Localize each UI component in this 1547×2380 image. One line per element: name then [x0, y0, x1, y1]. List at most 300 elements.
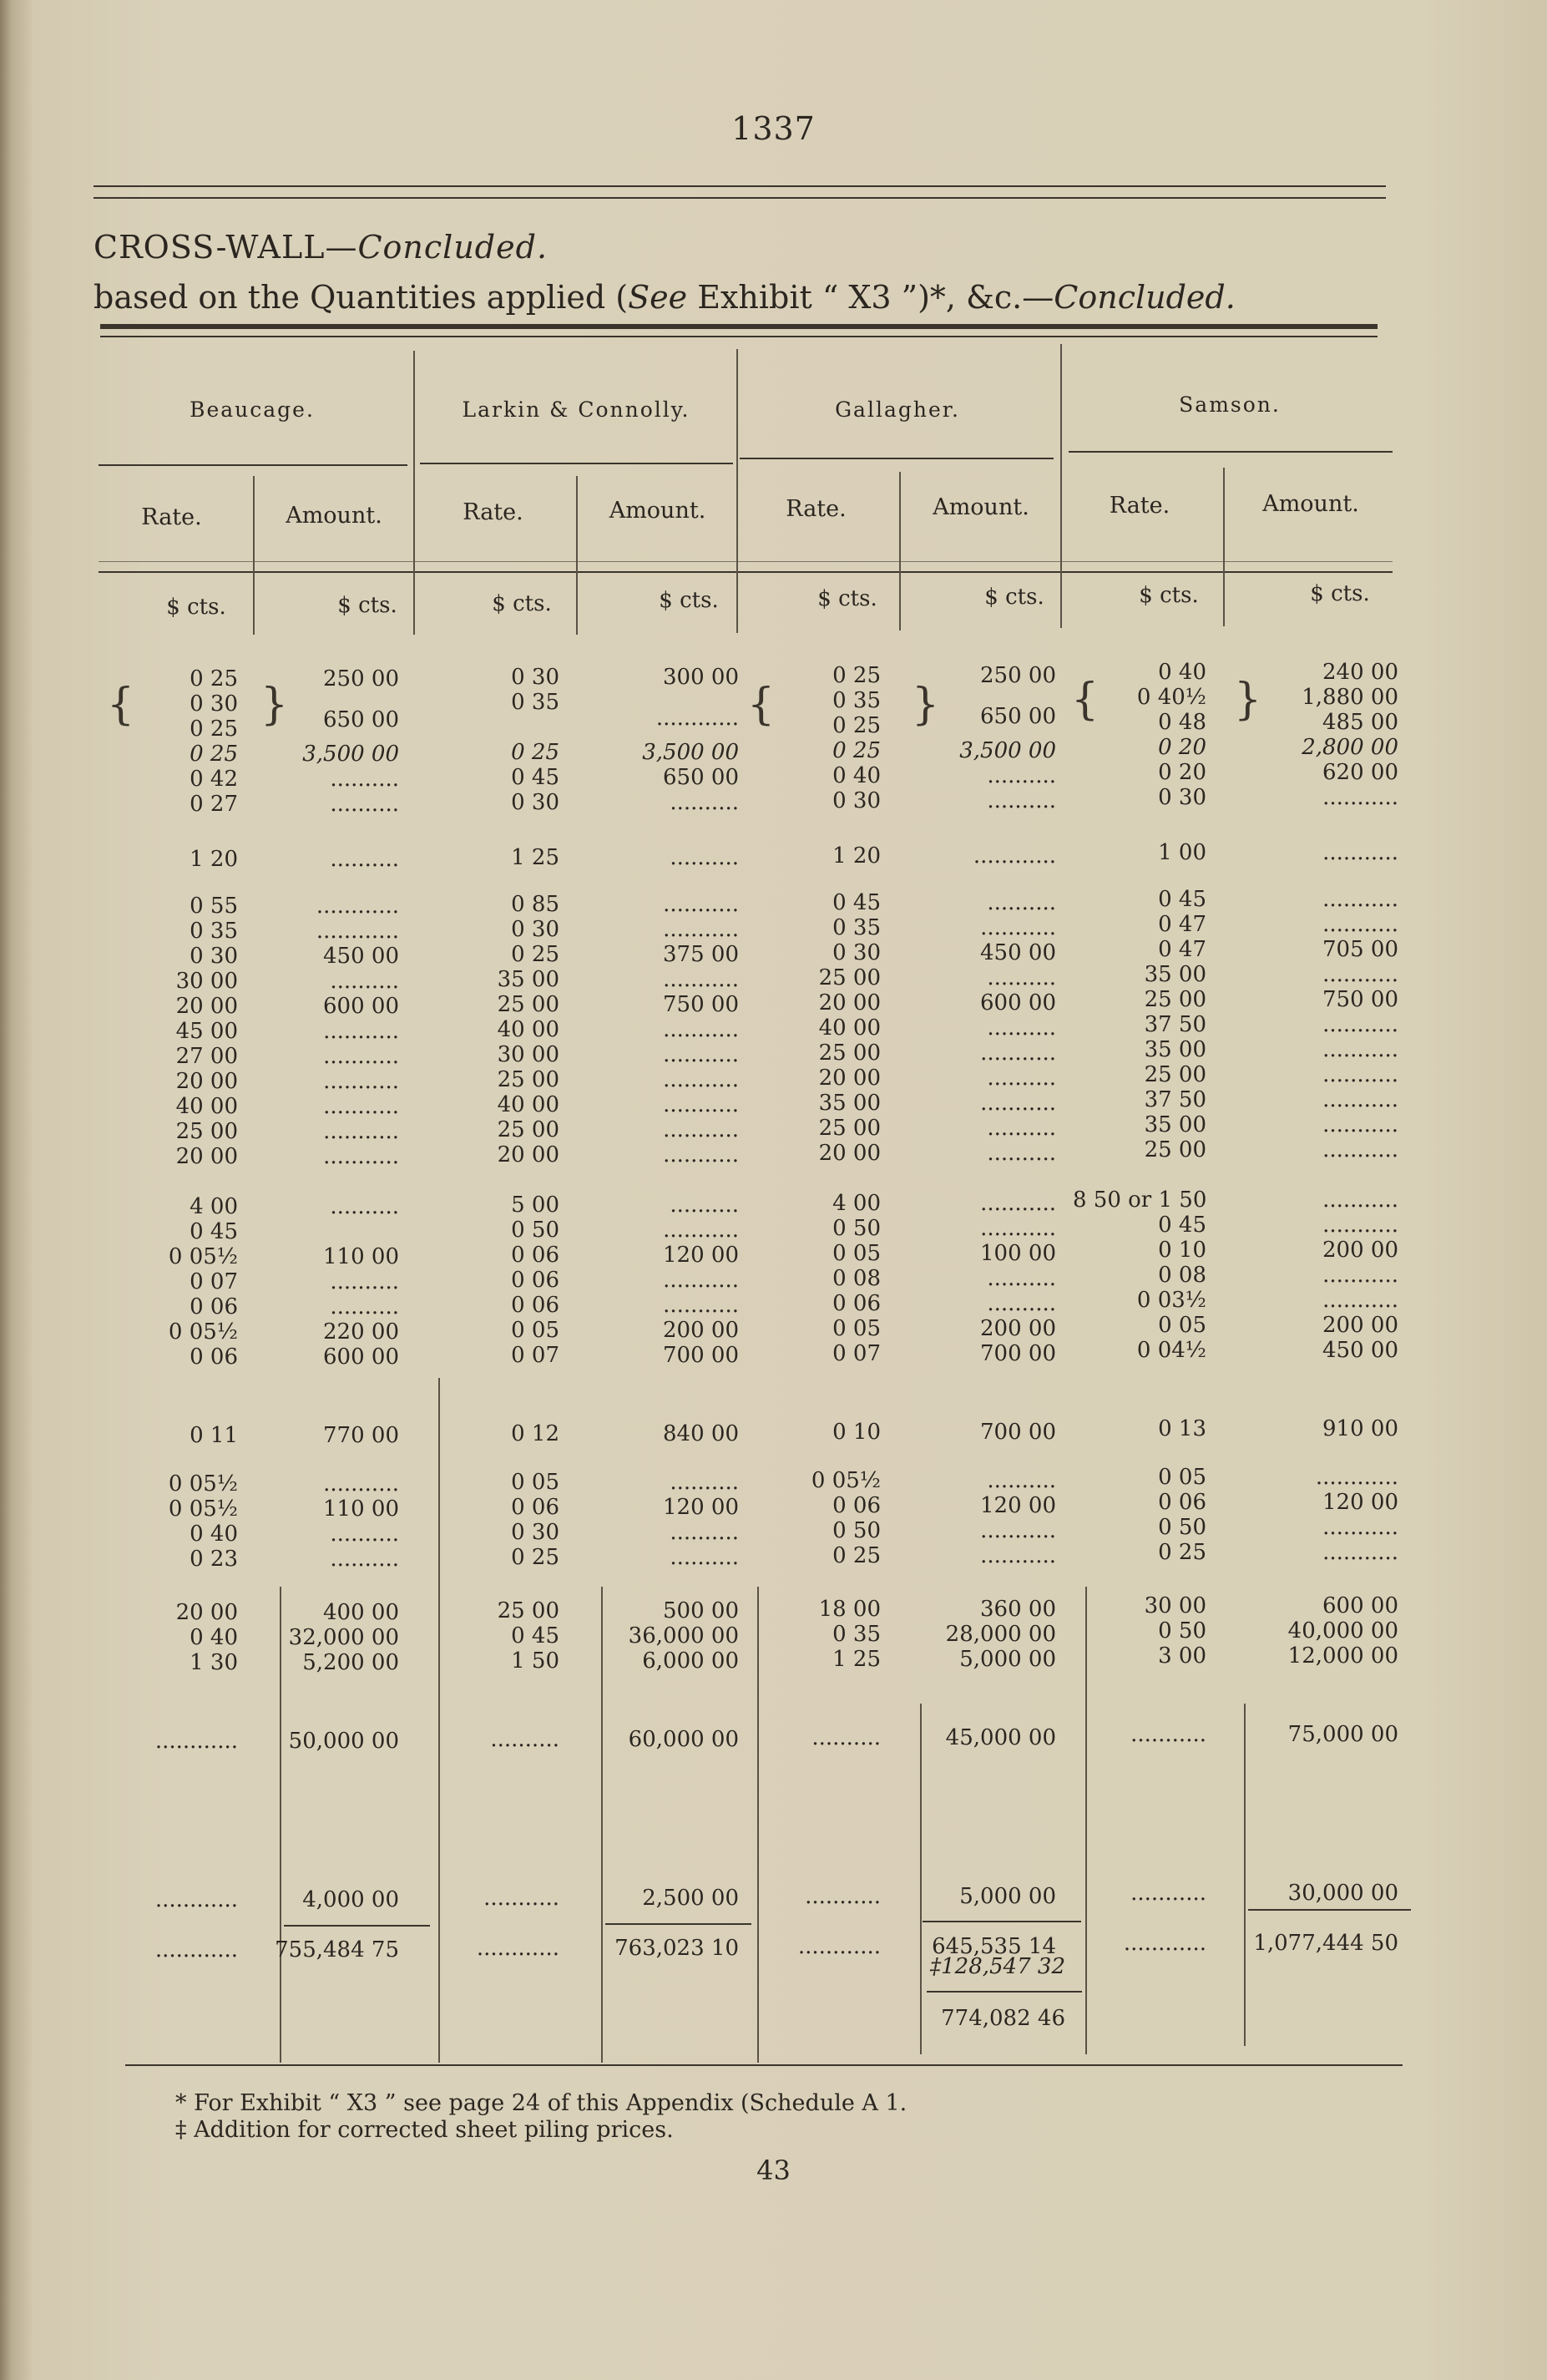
bottom-rule	[125, 2064, 1403, 2066]
amount-cell-larkin: ...........	[663, 1142, 739, 1167]
rate-cell-samson: 0 40½	[1136, 685, 1206, 710]
amount-cell-gallagher: 250 00	[980, 663, 1056, 688]
amount-cell-samson: 200 00	[1322, 1313, 1398, 1338]
rate-cell-beaucage: 0 40	[190, 1625, 238, 1650]
rate-cell-beaucage: 45 00	[175, 1019, 238, 1044]
amount-cell-larkin: ...........	[663, 1017, 739, 1042]
amount-cell-gallagher: ..........	[987, 1468, 1056, 1493]
column-divider	[757, 1587, 759, 2063]
amount-cell-beaucage: 400 00	[323, 1600, 399, 1625]
rate-cell-samson: 37 50	[1144, 1012, 1206, 1037]
amount-cell-larkin: ...........	[663, 892, 739, 917]
rate-cell-larkin: 20 00	[497, 1142, 559, 1167]
amount-cell-gallagher: ..........	[987, 788, 1056, 813]
rate-cell-gallagher: 0 30	[832, 940, 881, 965]
column-divider	[438, 1378, 440, 2063]
rate-cell-gallagher: 0 25	[832, 663, 881, 688]
rate-cell-samson: 8 50 or 1 50	[1073, 1187, 1207, 1213]
rate-cell-larkin: 0 45	[511, 1623, 559, 1648]
rate-cell-gallagher: 20 00	[818, 1141, 881, 1166]
brace-left: {	[107, 680, 135, 730]
rate-cell-larkin: ............	[476, 1936, 559, 1961]
rate-cell-beaucage: 20 00	[175, 1600, 238, 1625]
top-rule	[94, 185, 1386, 187]
amount-cell-larkin: ...........	[663, 967, 739, 992]
amount-cell-gallagher: ..........	[987, 763, 1056, 788]
rate-cell-larkin: 0 06	[511, 1243, 559, 1268]
rate-cell-gallagher: 20 00	[818, 1066, 881, 1091]
amount-cell-samson: 450 00	[1322, 1338, 1398, 1363]
amount-cell-gallagher: 200 00	[980, 1316, 1056, 1341]
amount-cell-samson: 750 00	[1322, 987, 1398, 1012]
amount-cell-beaucage: 110 00	[323, 1244, 399, 1269]
amount-cell-gallagher: ..........	[987, 1066, 1056, 1091]
rate-cell-gallagher: 0 05½	[811, 1468, 881, 1493]
rate-cell-samson: 0 47	[1158, 912, 1206, 937]
rate-cell-larkin: 0 05	[511, 1318, 559, 1343]
rate-cell-larkin: 0 45	[511, 765, 559, 790]
rate-cell-gallagher: 0 08	[832, 1266, 881, 1291]
top-rule	[94, 197, 1386, 199]
amount-cell-beaucage: 3,500 00	[302, 742, 399, 767]
amount-cell-samson: ...........	[1322, 1037, 1398, 1062]
gallagher-total: 774,082 46	[941, 2006, 1065, 2031]
amount-cell-beaucage: ...........	[323, 1069, 399, 1094]
rate-cell-larkin: 0 30	[511, 917, 559, 942]
amount-cell-larkin: ............	[655, 706, 739, 731]
amount-cell-beaucage: 250 00	[323, 666, 399, 691]
rate-cell-larkin: 0 85	[511, 892, 559, 917]
amount-cell-larkin: 763,023 10	[614, 1936, 739, 1961]
sum-rule	[923, 1921, 1081, 1922]
amount-cell-larkin: ..........	[670, 1470, 739, 1495]
amount-cell-gallagher: ..........	[987, 965, 1056, 990]
amount-cell-beaucage: ..........	[330, 792, 399, 817]
amount-cell-beaucage: 755,484 75	[275, 1937, 399, 1962]
amount-cell-gallagher: ..........	[987, 1141, 1056, 1166]
amount-cell-samson: 200 00	[1322, 1238, 1398, 1263]
amount-cell-larkin: 36,000 00	[628, 1623, 739, 1648]
amount-cell-samson: ...........	[1322, 912, 1398, 937]
rate-cell-beaucage: 0 42	[190, 767, 238, 792]
column-divider	[920, 1704, 922, 2054]
amount-cell-beaucage: 4,000 00	[302, 1887, 399, 1912]
amount-cell-samson: 12,000 00	[1287, 1643, 1398, 1669]
total-rule	[927, 1991, 1082, 1993]
amount-cell-larkin: ..........	[670, 790, 739, 815]
rate-cell-beaucage: 0 05½	[168, 1244, 238, 1269]
rate-cell-samson: 3 00	[1158, 1643, 1206, 1669]
amount-cell-samson: 40,000 00	[1287, 1618, 1398, 1643]
rate-cell-gallagher: 0 06	[832, 1291, 881, 1316]
amount-cell-gallagher: ..........	[987, 1116, 1056, 1141]
rate-cell-beaucage: 0 05½	[168, 1496, 238, 1522]
unit-label: $ cts.	[166, 595, 226, 620]
rate-cell-larkin: 0 12	[511, 1421, 559, 1446]
footnote-exhibit: * For Exhibit “ X3 ” see page 24 of this Appendix (Schedule A 1.	[175, 2090, 907, 2116]
title-concluded: Concluded.	[357, 229, 549, 266]
rate-cell-larkin: 0 25	[511, 740, 559, 765]
rate-cell-gallagher: ............	[797, 1934, 881, 1959]
amount-cell-gallagher: 5,000 00	[959, 1647, 1056, 1672]
rate-cell-samson: 0 13	[1158, 1416, 1206, 1441]
column-divider	[1223, 468, 1225, 626]
rate-cell-gallagher: 0 05	[832, 1241, 881, 1266]
amount-cell-gallagher: 28,000 00	[945, 1622, 1056, 1647]
gallagher-addition: ‡128,547 32	[930, 1954, 1065, 1979]
amount-cell-larkin: ...........	[663, 1293, 739, 1318]
rate-cell-samson: 0 50	[1158, 1618, 1206, 1643]
rate-cell-larkin: 25 00	[497, 1067, 559, 1092]
rate-cell-samson: 25 00	[1144, 1137, 1206, 1162]
amount-cell-larkin: 120 00	[663, 1495, 739, 1520]
rate-cell-gallagher: 0 25	[832, 1543, 881, 1568]
rate-cell-larkin: 25 00	[497, 1117, 559, 1142]
amount-cell-beaucage: ...........	[323, 1144, 399, 1169]
rate-cell-gallagher: 0 40	[832, 763, 881, 788]
subheader-rule	[99, 571, 1393, 573]
rate-cell-beaucage: 1 30	[190, 1650, 238, 1675]
rate-cell-larkin: 0 35	[511, 690, 559, 715]
amount-cell-beaucage: ..........	[330, 847, 399, 872]
rate-cell-gallagher: 0 10	[832, 1420, 881, 1445]
column-divider	[253, 476, 255, 635]
amount-cell-larkin: ...........	[663, 1042, 739, 1067]
rate-cell-gallagher: 25 00	[818, 965, 881, 990]
amount-cell-beaucage: ..........	[330, 1269, 399, 1294]
amount-cell-samson: ...........	[1322, 1263, 1398, 1288]
amount-cell-larkin: 6,000 00	[642, 1648, 739, 1674]
title-main: CROSS-WALL—	[94, 229, 358, 266]
amount-cell-beaucage: 450 00	[323, 944, 399, 969]
amount-cell-larkin: 200 00	[663, 1318, 739, 1343]
rate-cell-gallagher: 0 50	[832, 1216, 881, 1241]
rate-cell-beaucage: 30 00	[175, 969, 238, 994]
col-rate-gallagher: Rate.	[786, 496, 847, 522]
footnote-addition: ‡ Addition for corrected sheet piling prices.	[175, 2117, 674, 2143]
amount-cell-beaucage: 220 00	[323, 1319, 399, 1344]
rate-cell-larkin: ...........	[483, 1886, 559, 1911]
amount-cell-larkin: ...........	[663, 1067, 739, 1092]
rate-cell-gallagher: 0 45	[832, 890, 881, 915]
amount-cell-gallagher: ...........	[980, 1543, 1056, 1568]
amount-cell-larkin: 300 00	[663, 665, 739, 690]
rate-cell-beaucage: 0 23	[190, 1547, 238, 1572]
amount-cell-larkin: 375 00	[663, 942, 739, 967]
amount-cell-samson: 1,077,444 50	[1253, 1931, 1398, 1956]
rate-cell-beaucage: 0 07	[190, 1269, 238, 1294]
amount-cell-larkin: ..........	[670, 1520, 739, 1545]
amount-cell-samson: 705 00	[1322, 937, 1398, 962]
rate-cell-gallagher: ..........	[811, 1725, 881, 1750]
amount-cell-gallagher: 700 00	[980, 1420, 1056, 1445]
amount-cell-beaucage: ...........	[323, 1119, 399, 1144]
rate-cell-beaucage: 27 00	[175, 1044, 238, 1069]
amount-cell-gallagher: 3,500 00	[959, 738, 1056, 763]
amount-cell-samson: ...........	[1322, 1112, 1398, 1137]
rate-cell-beaucage: 0 25	[190, 666, 238, 691]
rate-cell-samson: 0 03½	[1136, 1288, 1206, 1313]
amount-cell-gallagher: ...........	[980, 1216, 1056, 1241]
amount-cell-larkin: ..........	[670, 845, 739, 870]
rate-cell-beaucage: ............	[154, 1887, 238, 1912]
amount-cell-gallagher: ..........	[987, 1291, 1056, 1316]
rate-cell-samson: 0 47	[1158, 937, 1206, 962]
brace-right: }	[912, 680, 940, 730]
amount-cell-gallagher: ...........	[980, 1518, 1056, 1543]
col-amount-gallagher: Amount.	[933, 494, 1029, 520]
rate-cell-gallagher: 1 25	[832, 1647, 881, 1672]
subheader-rule	[99, 561, 1393, 562]
rate-cell-beaucage: 0 11	[190, 1423, 238, 1448]
rate-cell-samson: ............	[1123, 1931, 1206, 1956]
amount-cell-larkin: 2,500 00	[642, 1886, 739, 1911]
rate-cell-gallagher: 25 00	[818, 1116, 881, 1141]
amount-cell-samson: ...........	[1322, 1137, 1398, 1162]
rate-cell-samson: 35 00	[1144, 962, 1206, 987]
unit-label: $ cts.	[984, 585, 1044, 610]
rate-cell-larkin: 25 00	[497, 992, 559, 1017]
brace-right: }	[1234, 675, 1262, 725]
col-rate-larkin: Rate.	[463, 499, 523, 525]
rate-cell-gallagher: 0 30	[832, 788, 881, 813]
subtitle-mid: Exhibit “ X3 ”)*, &c.—	[687, 279, 1054, 316]
amount-cell-gallagher: 45,000 00	[945, 1725, 1056, 1750]
rate-cell-beaucage: 40 00	[175, 1094, 238, 1119]
subtitle-see: See	[628, 279, 688, 316]
sum-rule	[1248, 1909, 1411, 1911]
rate-cell-gallagher: 0 06	[832, 1493, 881, 1518]
column-divider	[413, 351, 415, 635]
amount-cell-beaucage: ...........	[323, 1094, 399, 1119]
rate-cell-larkin: 40 00	[497, 1017, 559, 1042]
amount-cell-samson: ...........	[1322, 1515, 1398, 1540]
rate-cell-samson: 0 04½	[1136, 1338, 1206, 1363]
rate-cell-samson: 0 40	[1158, 660, 1206, 685]
rate-cell-gallagher: 0 05	[832, 1316, 881, 1341]
amount-cell-samson: 910 00	[1322, 1416, 1398, 1441]
amount-cell-beaucage: ..........	[330, 1522, 399, 1547]
header-rule	[1069, 451, 1393, 453]
sum-rule	[284, 1925, 430, 1927]
rate-cell-beaucage: 0 25	[190, 717, 238, 742]
firm-header-gallagher: Gallagher.	[835, 398, 960, 422]
sum-rule	[605, 1923, 751, 1925]
rate-cell-larkin: 0 25	[511, 942, 559, 967]
amount-cell-beaucage: ............	[316, 919, 399, 944]
amount-cell-samson: 620 00	[1322, 760, 1398, 785]
amount-cell-gallagher: 360 00	[980, 1597, 1056, 1622]
rate-cell-gallagher: 0 25	[832, 738, 881, 763]
rate-cell-larkin: 0 50	[511, 1218, 559, 1243]
unit-label: $ cts.	[337, 593, 397, 618]
amount-cell-larkin: ...........	[663, 1092, 739, 1117]
rate-cell-larkin: 1 50	[511, 1648, 559, 1674]
rate-cell-samson: 0 05	[1158, 1313, 1206, 1338]
amount-cell-beaucage: ...........	[323, 1019, 399, 1044]
amount-cell-beaucage: ..........	[330, 1547, 399, 1572]
rate-cell-gallagher: 4 00	[832, 1191, 881, 1216]
rate-cell-gallagher: 40 00	[818, 1015, 881, 1041]
amount-cell-gallagher: 5,000 00	[959, 1884, 1056, 1909]
rate-cell-samson: 30 00	[1144, 1593, 1206, 1618]
brace-left: {	[1071, 675, 1100, 725]
firm-header-samson: Samson.	[1179, 392, 1281, 417]
amount-cell-larkin: 840 00	[663, 1421, 739, 1446]
amount-cell-samson: ...........	[1322, 1288, 1398, 1313]
rate-cell-samson: 0 50	[1158, 1515, 1206, 1540]
rate-cell-larkin: 0 06	[511, 1268, 559, 1293]
amount-cell-samson: ...........	[1322, 1087, 1398, 1112]
amount-cell-gallagher: 120 00	[980, 1493, 1056, 1518]
rate-cell-samson: 0 30	[1158, 785, 1206, 810]
amount-cell-beaucage: ...........	[323, 1044, 399, 1069]
amount-cell-gallagher: ...........	[980, 1191, 1056, 1216]
amount-cell-beaucage: ............	[316, 894, 399, 919]
col-amount-larkin: Amount.	[609, 498, 706, 524]
section-title	[94, 229, 548, 266]
rate-cell-gallagher: 0 25	[832, 713, 881, 738]
column-divider	[576, 476, 578, 635]
rate-cell-gallagher: 35 00	[818, 1091, 881, 1116]
amount-cell-samson: ...........	[1322, 1540, 1398, 1565]
rate-cell-beaucage: ............	[154, 1729, 238, 1754]
subtitle-pre: based on the Quantities applied (	[94, 279, 629, 316]
rate-cell-samson: 0 45	[1158, 1213, 1206, 1238]
amount-cell-samson: 2,800 00	[1302, 735, 1398, 760]
header-rule	[99, 464, 407, 466]
rate-cell-samson: 0 25	[1158, 1540, 1206, 1565]
amount-cell-samson: ...........	[1322, 1062, 1398, 1087]
unit-label: $ cts.	[1310, 581, 1370, 606]
rate-cell-gallagher: 0 07	[832, 1341, 881, 1366]
amount-cell-gallagher: 100 00	[980, 1241, 1056, 1266]
amount-cell-gallagher: 600 00	[980, 990, 1056, 1015]
rate-cell-larkin: 1 25	[511, 845, 559, 870]
col-rate-beaucage: Rate.	[141, 504, 202, 530]
title-rule	[100, 324, 1378, 329]
amount-cell-samson: ...........	[1322, 1012, 1398, 1037]
amount-cell-larkin: 60,000 00	[628, 1727, 739, 1752]
amount-cell-gallagher: ..........	[987, 890, 1056, 915]
amount-cell-larkin: ..........	[670, 1545, 739, 1570]
rate-cell-beaucage: 20 00	[175, 1069, 238, 1094]
amount-cell-beaucage: 770 00	[323, 1423, 399, 1448]
rate-cell-samson: 25 00	[1144, 987, 1206, 1012]
header-rule	[420, 463, 733, 464]
amount-cell-larkin: 650 00	[663, 765, 739, 790]
amount-cell-beaucage: ...........	[323, 1471, 399, 1496]
amount-cell-samson: ............	[1315, 1465, 1398, 1490]
rate-cell-larkin: 0 30	[511, 665, 559, 690]
rate-cell-samson: 0 06	[1158, 1490, 1206, 1515]
rate-cell-beaucage: 0 06	[190, 1344, 238, 1370]
amount-cell-samson: 1,880 00	[1302, 685, 1398, 710]
amount-cell-beaucage: ..........	[330, 1294, 399, 1319]
unit-label: $ cts.	[1139, 583, 1199, 608]
column-divider	[1244, 1704, 1246, 2046]
amount-cell-samson: 600 00	[1322, 1593, 1398, 1618]
unit-label: $ cts.	[659, 588, 719, 613]
amount-cell-larkin: 500 00	[663, 1598, 739, 1623]
amount-cell-samson: 240 00	[1322, 660, 1398, 685]
rate-cell-gallagher: 20 00	[818, 990, 881, 1015]
rate-cell-beaucage: 20 00	[175, 994, 238, 1019]
rate-cell-samson: 0 20	[1158, 735, 1206, 760]
rate-cell-beaucage: 0 55	[190, 894, 238, 919]
rate-cell-samson: ...........	[1130, 1722, 1206, 1747]
amount-cell-larkin: 750 00	[663, 992, 739, 1017]
amount-cell-gallagher: ..........	[987, 1015, 1056, 1041]
rate-cell-beaucage: 4 00	[190, 1194, 238, 1219]
rate-cell-larkin: 0 07	[511, 1343, 559, 1368]
amount-cell-gallagher: ..........	[987, 1266, 1056, 1291]
amount-cell-beaucage: 32,000 00	[288, 1625, 399, 1650]
rate-cell-larkin: 25 00	[497, 1598, 559, 1623]
amount-cell-beaucage: 650 00	[323, 707, 399, 732]
amount-cell-gallagher: ...........	[980, 915, 1056, 940]
amount-cell-samson: ...........	[1322, 840, 1398, 865]
amount-cell-larkin: 3,500 00	[642, 740, 739, 765]
amount-cell-gallagher: 700 00	[980, 1341, 1056, 1366]
section-subtitle	[94, 279, 1236, 316]
rate-cell-samson: 0 45	[1158, 887, 1206, 912]
rate-cell-beaucage: 0 40	[190, 1522, 238, 1547]
amount-cell-beaucage: 600 00	[323, 994, 399, 1019]
col-rate-samson: Rate.	[1109, 493, 1170, 519]
amount-cell-larkin: ...........	[663, 1218, 739, 1243]
brace-left: {	[747, 680, 776, 730]
rate-cell-gallagher: 18 00	[818, 1597, 881, 1622]
rate-cell-samson: 35 00	[1144, 1037, 1206, 1062]
column-divider	[899, 472, 901, 630]
amount-cell-beaucage: 600 00	[323, 1344, 399, 1370]
rate-cell-larkin: ..........	[490, 1727, 559, 1752]
rate-cell-gallagher: 0 35	[832, 1622, 881, 1647]
amount-cell-gallagher: ...........	[980, 1041, 1056, 1066]
rate-cell-larkin: 30 00	[497, 1042, 559, 1067]
rate-cell-gallagher: 1 20	[832, 843, 881, 868]
rate-cell-samson: 37 50	[1144, 1087, 1206, 1112]
bottom-page-number: 43	[756, 2155, 791, 2186]
rate-cell-larkin: 0 06	[511, 1293, 559, 1318]
rate-cell-beaucage: 1 20	[190, 847, 238, 872]
rate-cell-beaucage: 0 25	[190, 742, 238, 767]
amount-cell-samson: 30,000 00	[1287, 1881, 1398, 1906]
amount-cell-larkin: ..........	[670, 1193, 739, 1218]
amount-cell-beaucage: 110 00	[323, 1496, 399, 1522]
rate-cell-samson: 0 20	[1158, 760, 1206, 785]
rate-cell-beaucage: 0 27	[190, 792, 238, 817]
amount-cell-gallagher: 450 00	[980, 940, 1056, 965]
rate-cell-samson: 0 48	[1158, 710, 1206, 735]
rate-cell-samson: 0 10	[1158, 1238, 1206, 1263]
rate-cell-samson: 35 00	[1144, 1112, 1206, 1137]
rate-cell-beaucage: 0 30	[190, 691, 238, 717]
firm-header-larkin-connolly: Larkin & Connolly.	[462, 398, 690, 422]
amount-cell-beaucage: 5,200 00	[302, 1650, 399, 1675]
rate-cell-larkin: 0 05	[511, 1470, 559, 1495]
amount-cell-larkin: ...........	[663, 1268, 739, 1293]
amount-cell-larkin: ...........	[663, 917, 739, 942]
rate-cell-larkin: 0 06	[511, 1495, 559, 1520]
column-divider	[736, 349, 738, 633]
rate-cell-larkin: 0 25	[511, 1545, 559, 1570]
rate-cell-gallagher: 25 00	[818, 1041, 881, 1066]
amount-cell-beaucage: ..........	[330, 767, 399, 792]
rate-cell-larkin: 0 30	[511, 1520, 559, 1545]
amount-cell-larkin: ...........	[663, 1117, 739, 1142]
